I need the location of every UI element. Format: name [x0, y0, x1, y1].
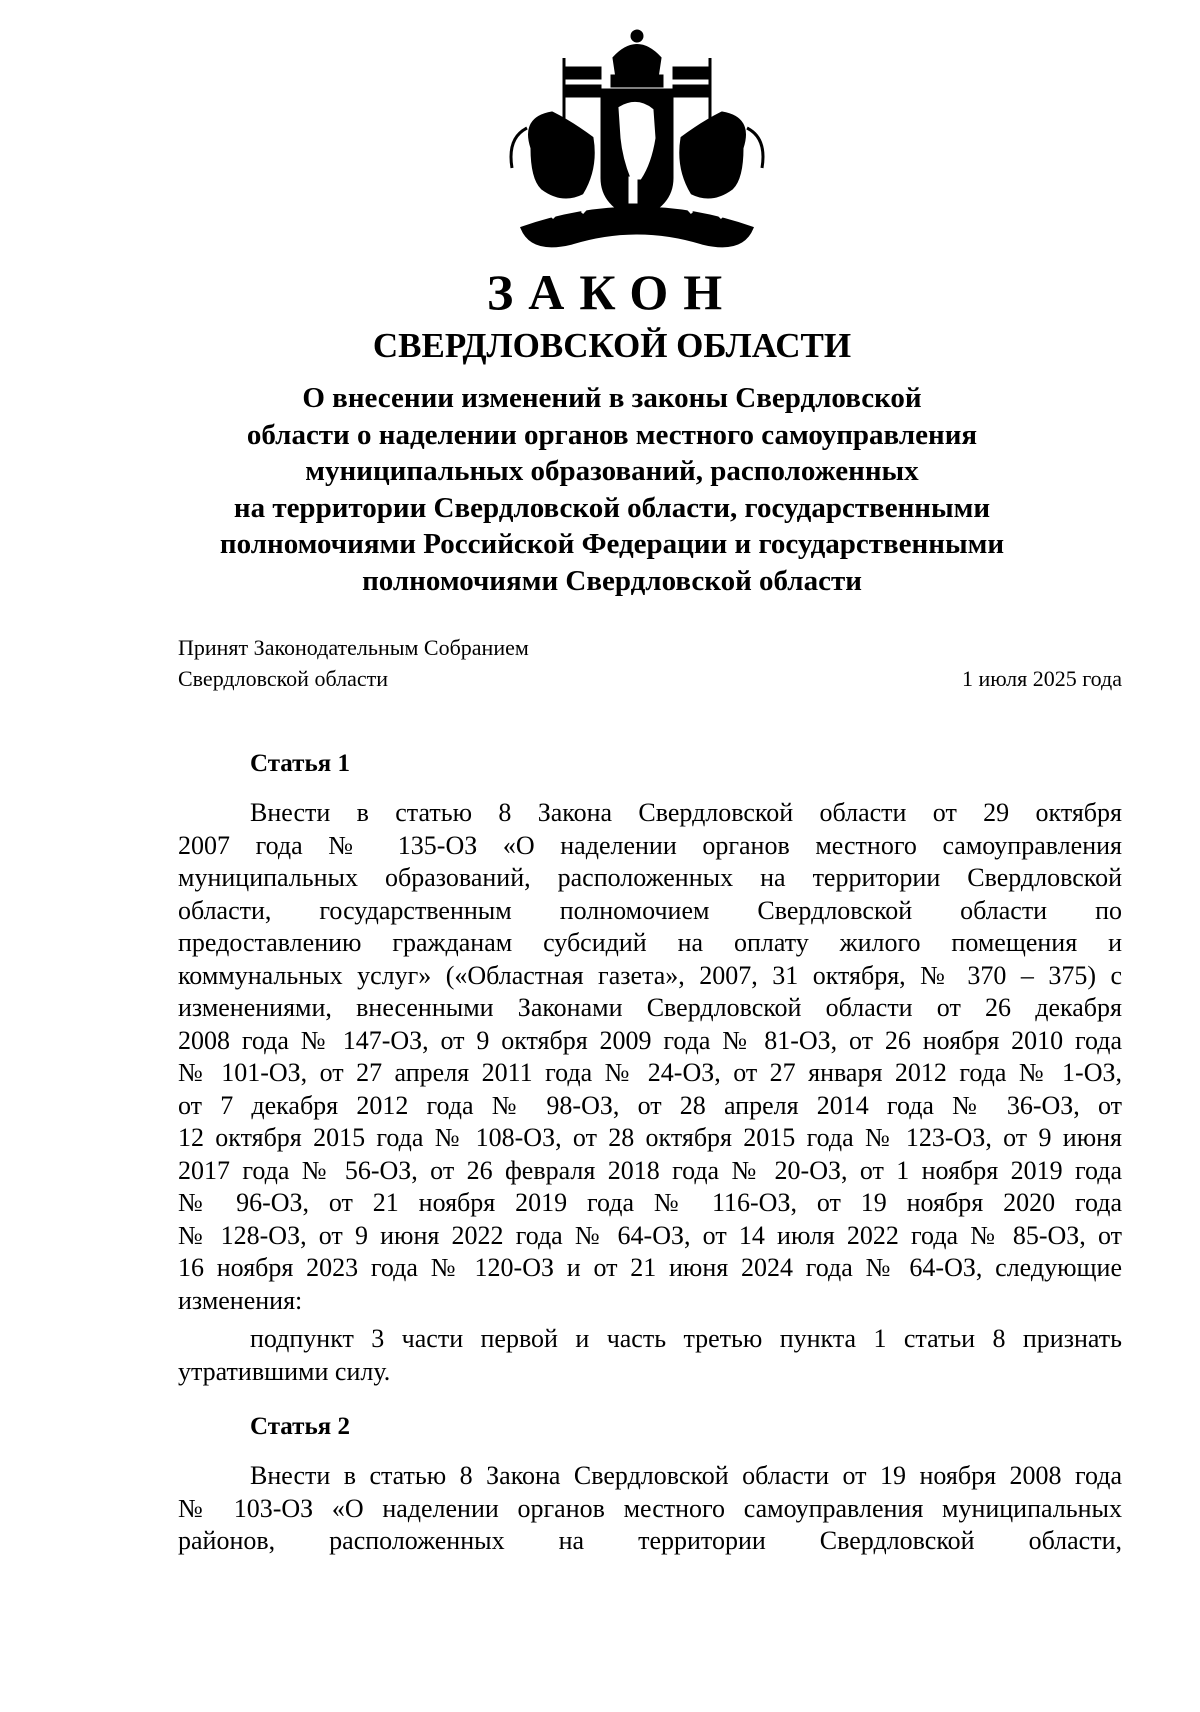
text-line: 12 октября 2015 года № 108-ОЗ, от 28 октября 2015 года № 123-ОЗ, от 9 июня: [178, 1123, 1122, 1152]
adoption-body-region: Свердловской области: [178, 666, 388, 691]
text-line: утратившими силу.: [178, 1356, 391, 1386]
law-name-line: на территории Свердловской области, государственными: [233, 491, 991, 524]
law-name-line: О внесении изменений в законы Свердловской: [302, 382, 922, 414]
text-line: Внести в статью 8 Закона Свердловской области от 19 ноября 2008 года: [250, 1461, 1122, 1490]
law-name-line: полномочиями Свердловской области: [362, 564, 862, 597]
article-2-paragraph-1: [178, 1460, 1122, 1558]
adoption-date: 1 июля 2025 года: [961, 666, 1122, 691]
text-line: изменениями, внесенными Законами Свердловской области от 26 декабря: [178, 993, 1122, 1022]
adoption-block: [178, 632, 1122, 694]
article-1-paragraph-1: [178, 797, 1122, 1317]
law-name: [150, 380, 1050, 599]
article-1-paragraph-2: [178, 1323, 1122, 1388]
law-name-line: области о наделении органов местного самоуправления: [246, 418, 978, 451]
text-line: коммунальных услуг» («Областная газета», 2007, 31 октября, № 370 – 375) с: [178, 960, 1122, 990]
article-2-heading: Статья 2: [250, 1413, 350, 1440]
text-line: подпункт 3 части первой и часть третью пункта 1 статьи 8 признать: [250, 1324, 1122, 1353]
law-name-line: муниципальных образований, расположенных: [305, 455, 919, 487]
text-line: Внести в статью 8 Закона Свердловской области от 29 октября: [250, 798, 1122, 827]
text-line: 16 ноября 2023 года № 120-ОЗ и от 21 июня 2024 года № 64-ОЗ, следующие: [178, 1253, 1122, 1282]
coat-of-arms-icon: [502, 28, 772, 260]
text-line: 2008 года № 147-ОЗ, от 9 октября 2009 года № 81-ОЗ, от 26 ноября 2010 года: [178, 1025, 1122, 1055]
text-line: 2017 года № 56-ОЗ, от 26 февраля 2018 года № 20-ОЗ, от 1 ноября 2019 года: [178, 1155, 1122, 1185]
text-line: от 7 декабря 2012 года № 98-ОЗ, от 28 апреля 2014 года № 36-ОЗ, от: [178, 1090, 1122, 1120]
text-line: 2007 года № 135-ОЗ «О наделении органов местного самоуправления: [178, 830, 1122, 860]
article-1-heading: Статья 1: [250, 750, 350, 777]
document-subtitle: СВЕРДЛОВСКОЙ ОБЛАСТИ: [372, 326, 852, 365]
text-line: муниципальных образований, расположенных на территории Свердловской: [178, 863, 1122, 892]
text-line: № 101-ОЗ, от 27 апреля 2011 года № 24-ОЗ, от 27 января 2012 года № 1-ОЗ,: [178, 1058, 1122, 1087]
text-line: области, государственным полномочием Свердловской области по: [178, 895, 1122, 925]
law-name-line: полномочиями Российской Федерации и государственными: [219, 528, 1005, 560]
text-line: № 128-ОЗ, от 9 июня 2022 года № 64-ОЗ, от 14 июля 2022 года № 85-ОЗ, от: [178, 1220, 1122, 1250]
text-line: районов, расположенных на территории Свердловской области,: [178, 1526, 1122, 1555]
text-line: изменения:: [178, 1285, 303, 1315]
adoption-body: Принят Законодательным Собранием: [178, 635, 529, 660]
text-line: № 96-ОЗ, от 21 ноября 2019 года № 116-ОЗ, от 19 ноября 2020 года: [178, 1188, 1122, 1217]
text-line: № 103-ОЗ «О наделении органов местного самоуправления муниципальных: [178, 1493, 1122, 1523]
document-title: ЗАКОН: [486, 264, 738, 320]
text-line: предоставлению гражданам субсидий на оплату жилого помещения и: [178, 928, 1122, 957]
